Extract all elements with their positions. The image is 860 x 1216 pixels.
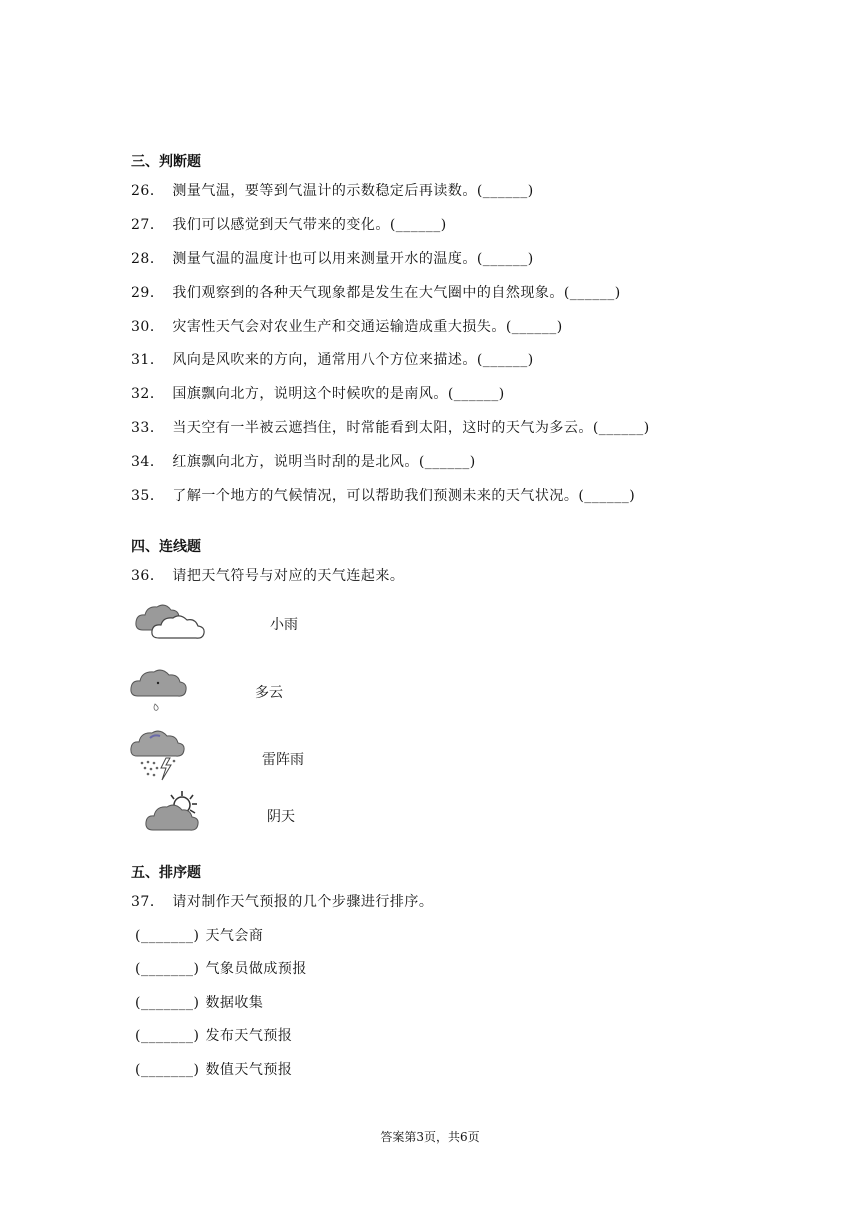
question-text: 灾害性天气会对农业生产和交通运输造成重大损失。 xyxy=(172,319,506,335)
ordering-item xyxy=(135,958,307,978)
ordering-item-text: 数据收集 xyxy=(205,995,264,1011)
question-number: 29． xyxy=(131,285,165,301)
question-28 xyxy=(131,248,534,268)
question-35 xyxy=(131,485,635,505)
question-number: 35． xyxy=(131,488,165,504)
question-text: 请对制作天气预报的几个步骤进行排序。 xyxy=(172,894,434,910)
question-number: 28． xyxy=(131,251,165,267)
question-text: 我们可以感觉到天气带来的变化。 xyxy=(172,217,390,233)
ordering-item-text: 数值天气预报 xyxy=(205,1062,293,1078)
answer-blank: (______) xyxy=(389,217,447,233)
answer-blank: (_______) xyxy=(135,995,200,1011)
question-text: 风向是风吹来的方向，通常用八个方位来描述。 xyxy=(172,352,477,368)
ordering-item-text: 发布天气预报 xyxy=(205,1028,293,1044)
question-33 xyxy=(131,417,650,437)
question-number: 27． xyxy=(131,217,165,233)
question-text: 了解一个地方的气候情况，可以帮助我们预测未来的天气状况。 xyxy=(172,488,579,504)
answer-blank: (______) xyxy=(447,386,505,402)
answer-blank: (______) xyxy=(563,285,621,301)
section-title-judgement: 三、判断题 xyxy=(131,154,201,170)
question-30 xyxy=(131,316,563,336)
section-title-ordering: 五、排序题 xyxy=(131,865,201,881)
question-text: 我们观察到的各种天气现象都是发生在大气圈中的自然现象。 xyxy=(172,285,564,301)
weather-label-light-rain: 小雨 xyxy=(270,617,298,633)
answer-blank: (______) xyxy=(578,488,636,504)
partly-cloudy-icon xyxy=(143,790,201,834)
question-32 xyxy=(131,383,505,403)
answer-blank: (_______) xyxy=(135,961,200,977)
weather-label-thunderstorm: 雷阵雨 xyxy=(262,752,304,768)
answer-blank: (______) xyxy=(418,454,476,470)
question-number: 33． xyxy=(131,420,165,436)
question-number: 31． xyxy=(131,352,165,368)
question-31 xyxy=(131,349,534,369)
answer-blank: (______) xyxy=(476,251,534,267)
question-number: 26． xyxy=(131,183,165,199)
ordering-item xyxy=(135,1025,292,1045)
ordering-item-text: 天气会商 xyxy=(205,928,264,944)
answer-blank: (______) xyxy=(592,420,650,436)
question-36 xyxy=(131,565,404,585)
light-rain-icon xyxy=(128,666,190,716)
question-37 xyxy=(131,891,433,911)
thunderstorm-icon xyxy=(128,728,186,784)
weather-label-overcast: 阴天 xyxy=(267,809,295,825)
answer-blank: (_______) xyxy=(135,1028,200,1044)
question-number: 30． xyxy=(131,319,165,335)
question-number: 34． xyxy=(131,454,165,470)
answer-blank: (______) xyxy=(476,183,534,199)
weather-label-cloudy: 多云 xyxy=(255,685,283,701)
question-27 xyxy=(131,214,447,234)
cloudy-overcast-icon xyxy=(133,598,207,644)
ordering-item-text: 气象员做成预报 xyxy=(205,961,307,977)
answer-blank: (_______) xyxy=(135,1062,200,1078)
question-text: 红旗飘向北方，说明当时刮的是北风。 xyxy=(172,454,419,470)
answer-blank: (______) xyxy=(505,319,563,335)
question-text: 当天空有一半被云遮挡住，时常能看到太阳，这时的天气为多云。 xyxy=(172,420,593,436)
answer-blank: (______) xyxy=(476,352,534,368)
question-number: 37． xyxy=(131,894,165,910)
question-text: 测量气温的温度计也可以用来测量开水的温度。 xyxy=(172,251,477,267)
question-text: 请把天气符号与对应的天气连起来。 xyxy=(172,568,405,584)
ordering-item xyxy=(135,992,263,1012)
question-34 xyxy=(131,451,476,471)
answer-blank: (_______) xyxy=(135,928,200,944)
question-number: 32． xyxy=(131,386,165,402)
question-text: 国旗飘向北方，说明这个时候吹的是南风。 xyxy=(172,386,448,402)
question-26 xyxy=(131,180,534,200)
page-footer: 答案第3页，共6页 xyxy=(380,1130,480,1144)
question-text: 测量气温，要等到气温计的示数稳定后再读数。 xyxy=(172,183,477,199)
ordering-item xyxy=(135,1059,292,1079)
question-number: 36． xyxy=(131,568,165,584)
ordering-item xyxy=(135,925,263,945)
question-29 xyxy=(131,282,621,302)
section-title-matching: 四、连线题 xyxy=(131,539,201,555)
